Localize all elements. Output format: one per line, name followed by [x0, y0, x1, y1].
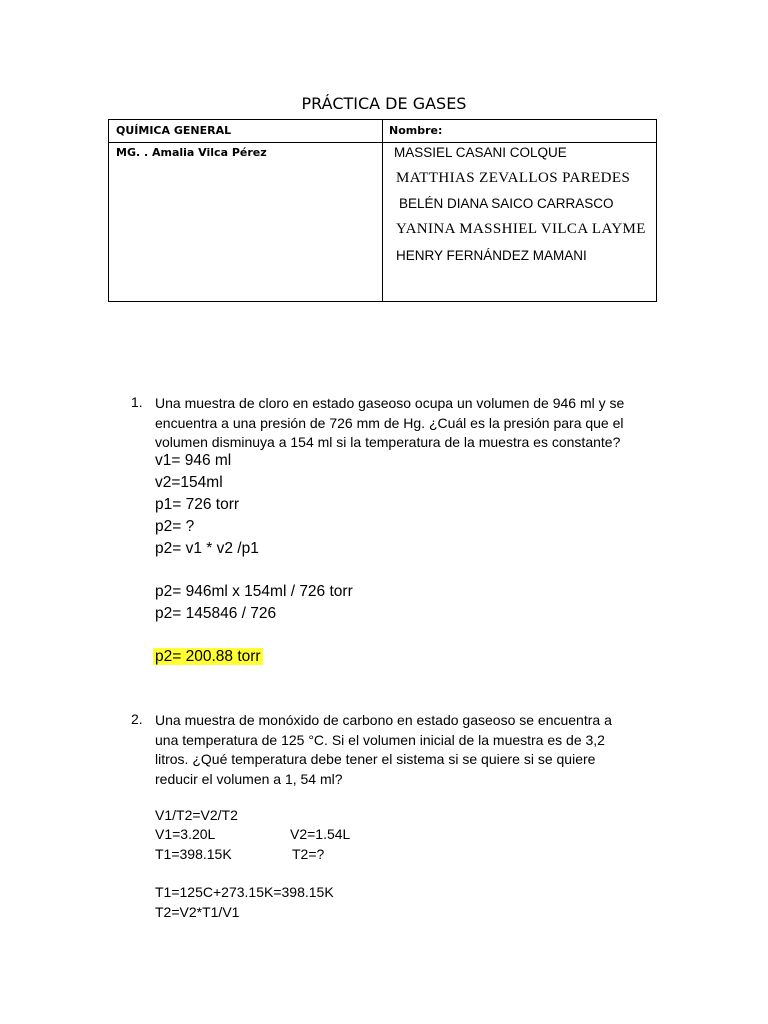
work-line: p1= 726 torr	[155, 496, 240, 513]
statement-line: litros. ¿Qué temperatura debe tener el sistema si se quiere si se quiere	[155, 751, 596, 767]
work-line: v1= 946 ml	[155, 452, 232, 469]
statement-line: una temperatura de 125 °C. Si el volumen inicial de la muestra es de 3,2	[155, 731, 605, 748]
page-title: PRÁCTICA DE GASES	[301, 94, 467, 113]
statement-line: encuentra a una presión de 726 mm de Hg. ¿Cuál es la presión para que el	[155, 414, 624, 431]
member-name: BELÉN DIANA SAICO CARRASCO	[399, 196, 614, 211]
answer-line	[153, 648, 263, 666]
work-line: p2= 145846 / 726	[155, 605, 277, 622]
work-line: v2=154ml	[155, 474, 223, 491]
statement-line: Una muestra de cloro en estado gaseoso ocupa un volumen de 946 ml y se	[155, 395, 625, 411]
work-line: V1/T2=V2/T2	[155, 807, 238, 823]
member-name: MATTHIAS ZEVALLOS PAREDES	[396, 170, 631, 186]
problem-number: 2.	[131, 711, 143, 727]
work-line: p2= 946ml x 154ml / 726 torr	[155, 583, 353, 600]
name-label: Nombre:	[389, 124, 443, 137]
problem-statement	[155, 711, 665, 789]
member-name: MASSIEL CASANI COLQUE	[394, 145, 567, 160]
course-label: QUÍMICA GENERAL	[116, 124, 232, 137]
work-line: T1=398.15K	[155, 846, 232, 862]
header-table	[108, 119, 657, 302]
work-line: V1=3.20L	[155, 826, 216, 842]
work-line: p2= v1 * v2 /p1	[155, 540, 259, 557]
table-divider-vertical	[382, 120, 383, 301]
statement-line: reducir el volumen a 1, 54 ml?	[155, 770, 343, 787]
statement-line: volumen disminuya a 154 ml si la temperatura de la muestra es constante?	[155, 434, 621, 450]
work-line: V2=1.54L	[290, 826, 351, 842]
member-name: YANINA MASSHIEL VILCA LAYME	[396, 221, 646, 237]
work-line: T2=?	[292, 846, 325, 862]
teacher-name: MG. . Amalia Vilca Pérez	[116, 146, 267, 159]
work-line: T2=V2*T1/V1	[155, 904, 240, 920]
problem-number: 1.	[131, 394, 143, 410]
statement-line: Una muestra de monóxido de carbono en estado gaseoso se encuentra a	[155, 712, 612, 728]
problem-statement	[155, 394, 665, 453]
work-line: T1=125C+273.15K=398.15K	[155, 884, 334, 900]
table-divider-horizontal	[109, 142, 656, 143]
highlighted-answer: p2= 200.88 torr	[155, 648, 261, 665]
work-line: p2= ?	[155, 518, 195, 535]
member-name: HENRY FERNÁNDEZ MAMANI	[396, 248, 587, 263]
